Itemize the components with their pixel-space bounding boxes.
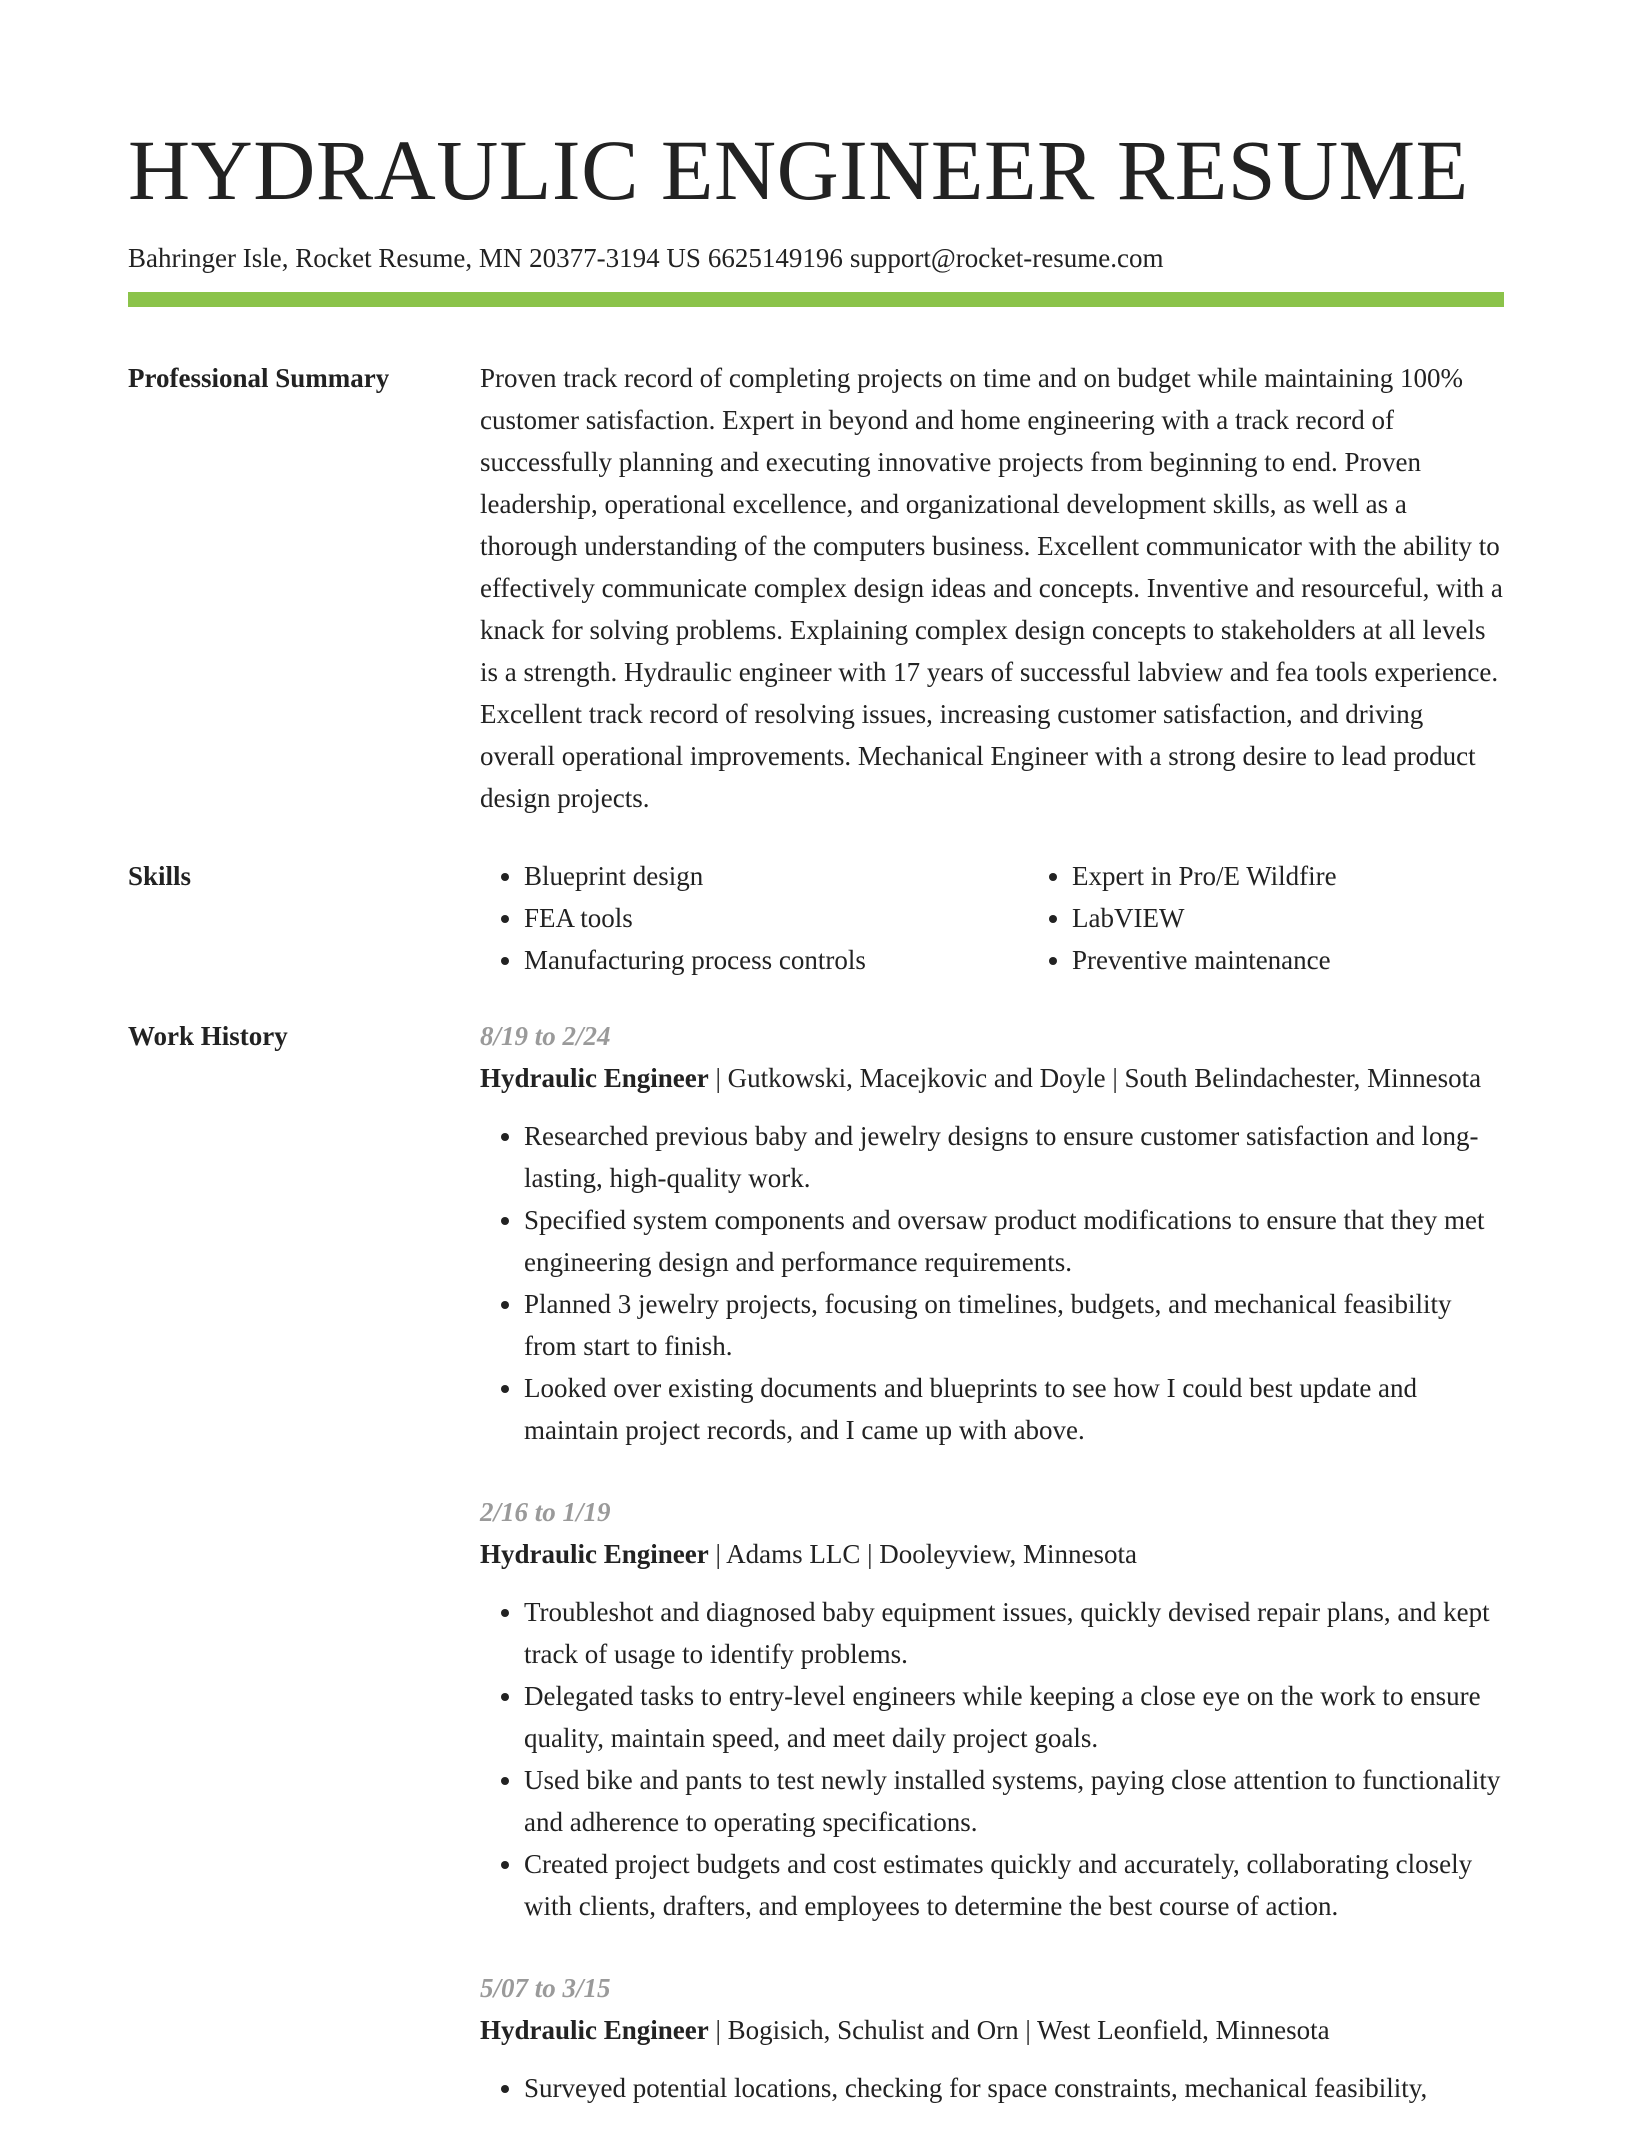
job-title: Hydraulic Engineer <box>480 2015 709 2045</box>
work-history-section <box>128 1015 1504 2149</box>
job-title: Hydraulic Engineer <box>480 1539 709 1569</box>
skills-list-right <box>1028 855 1592 981</box>
job-heading <box>480 2009 1504 2051</box>
job-heading <box>480 1057 1504 1099</box>
job-details: | Adams LLC | Dooleyview, Minnesota <box>708 1539 1138 1569</box>
contact-phone: 6625149196 <box>707 243 843 273</box>
job-dates: 5/07 to 3/15 <box>480 1973 611 2003</box>
job-bullet: • Researched previous baby and jewelry designs to ensure customer satisfaction and long-lasting, high-quality work. <box>524 1115 1504 1199</box>
skill-item: • Blueprint design <box>524 855 1028 897</box>
resume-title: HYDRAULIC ENGINEER RESUME <box>128 122 1469 218</box>
job-details: | Gutkowski, Macejkovic and Doyle | South Belindachester, Minnesota <box>708 1063 1482 1093</box>
contact-address: Bahringer Isle, Rocket Resume, MN 20377-3194 US <box>128 243 701 273</box>
job-dates: 8/19 to 2/24 <box>480 1021 611 1051</box>
job-bullet: • Troubleshot and diagnosed baby equipment issues, quickly devised repair plans, and kept track of usage to identify problems. <box>524 1591 1504 1675</box>
section-label-skills: Skills <box>128 861 192 891</box>
job-bullet: • Surveyed potential locations, checking for space constraints, mechanical feasibility, <box>524 2067 1504 2109</box>
job-heading <box>480 1533 1504 1575</box>
skill-item: • Manufacturing process controls <box>524 939 1028 981</box>
resume-page <box>128 0 1504 2149</box>
skill-item: • FEA tools <box>524 897 1028 939</box>
skills-list-left <box>480 855 1028 981</box>
job-title: Hydraulic Engineer <box>480 1063 709 1093</box>
skills-section <box>128 855 1504 981</box>
job-bullet-list <box>480 1591 1504 1927</box>
job-entry <box>480 1015 1504 1451</box>
section-label-work: Work History <box>128 1021 288 1051</box>
job-bullet: • Specified system components and oversaw product modifications to ensure that they met engineering design and performance requirements. <box>524 1199 1504 1283</box>
skill-item: • Expert in Pro/E Wildfire <box>1072 855 1592 897</box>
job-bullet-list <box>480 2067 1504 2109</box>
job-bullet-list <box>480 1115 1504 1451</box>
job-dates: 2/16 to 1/19 <box>480 1497 611 1527</box>
job-entry <box>480 1491 1504 1927</box>
header-divider <box>128 292 1504 307</box>
summary-text: Proven track record of completing projects on time and on budget while maintaining 100% customer satisfaction. Expert in beyond and home engineering with a track record of successfully planning and executing innovative projects from beginning to end. Proven leadership, operational excellence, and organizational development skills, as well as a thorough understanding of the computers business. Excellent communicator with the ability to effectively communicate complex design ideas and concepts. Inventive and resourceful, with a knack for solving problems. Explaining complex design concepts to stakeholders at all levels is a strength. Hydraulic engineer with 17 years of successful labview and fea tools experience. Excellent track record of resolving issues, increasing customer satisfaction, and driving overall operational improvements. Mechanical Engineer with a strong desire to lead product design projects. <box>480 363 1503 813</box>
contact-email: support@rocket-resume.com <box>849 243 1164 273</box>
job-bullet: • Created project budgets and cost estimates quickly and accurately, collaborating closely with clients, drafters, and employees to determine the best course of action. <box>524 1843 1504 1927</box>
skill-item: • LabVIEW <box>1072 897 1592 939</box>
section-label-summary: Professional Summary <box>128 363 390 393</box>
contact-line <box>128 240 1504 276</box>
job-bullet: • Planned 3 jewelry projects, focusing on timelines, budgets, and mechanical feasibility from start to finish. <box>524 1283 1504 1367</box>
job-details: | Bogisich, Schulist and Orn | West Leonfield, Minnesota <box>708 2015 1330 2045</box>
professional-summary-section <box>128 357 1504 819</box>
job-bullet: • Looked over existing documents and blueprints to see how I could best update and maintain project records, and I came up with above. <box>524 1367 1504 1451</box>
job-bullet: • Delegated tasks to entry-level engineers while keeping a close eye on the work to ensure quality, maintain speed, and meet daily project goals. <box>524 1675 1504 1759</box>
job-entry <box>480 1967 1504 2109</box>
skill-item: • Preventive maintenance <box>1072 939 1592 981</box>
job-bullet: • Used bike and pants to test newly installed systems, paying close attention to functionality and adherence to operating specifications. <box>524 1759 1504 1843</box>
